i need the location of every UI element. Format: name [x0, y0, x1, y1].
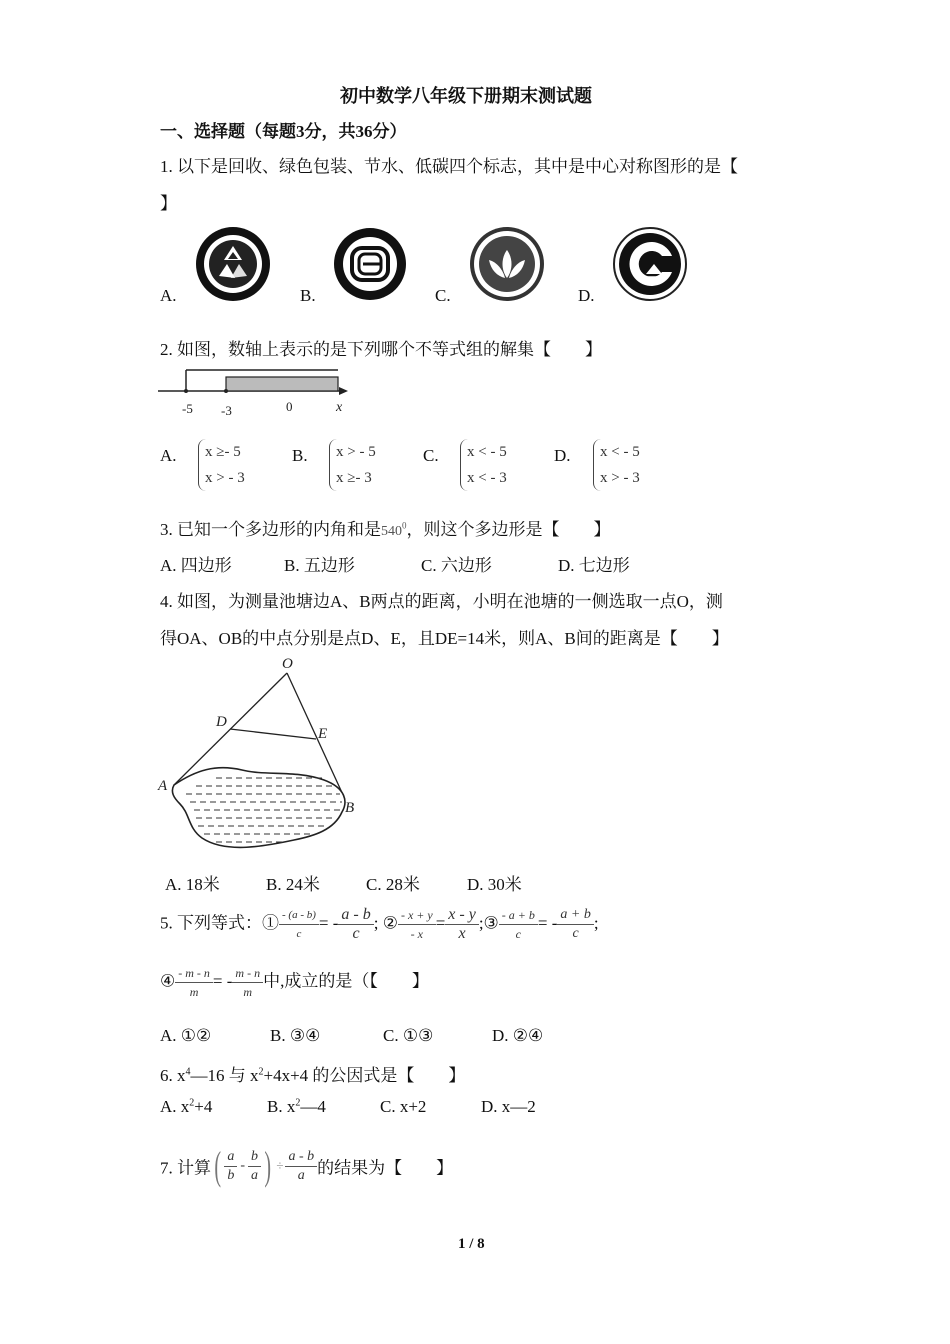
q5-line2	[160, 964, 429, 1001]
q6-t1: 6. x	[160, 1066, 186, 1085]
q7-fraction-b-over-a	[248, 1148, 261, 1185]
q2-c-line1: x < - 5	[467, 444, 507, 460]
q1-option-d[interactable]: D.	[578, 286, 595, 305]
q2-c-line2: x < - 3	[467, 470, 507, 486]
point-o-label: O	[282, 656, 293, 672]
q3-option-d[interactable]: D. 七边形	[558, 556, 630, 575]
q5-end: ;	[593, 913, 599, 933]
q2-option-c-label[interactable]: C.	[423, 446, 439, 465]
q6-option-a-sup: 2	[189, 1097, 195, 1109]
q2-d-line1: x < - 5	[600, 444, 640, 460]
q1-text-cont: 】	[160, 194, 177, 213]
page-title: 初中数学八年级下册期末测试题	[340, 86, 592, 106]
q5-prefix: 5. 下列等式：①	[160, 913, 279, 933]
q7-f2n: b	[248, 1148, 261, 1167]
q5-e3-eq: = -	[537, 913, 558, 933]
q5-line2-suffix: 中,成立的是（【 】	[263, 971, 429, 991]
q2-option-a-label[interactable]: A.	[160, 446, 177, 465]
q5-e2-n1: - x + y	[398, 906, 436, 925]
q2-option-c-system[interactable]	[460, 439, 507, 491]
q5-e1-n1: - (a - b)	[279, 906, 319, 925]
q4-option-d[interactable]: D. 30米	[467, 875, 522, 894]
q5-line1	[160, 906, 599, 943]
q1-text: 1. 以下是回收、绿色包装、节水、低碳四个标志，其中是中心对称图形的是【	[160, 157, 738, 176]
point-d-label: D	[216, 714, 227, 730]
q4-text: 4. 如图，为测量池塘边A、B两点的距离，小明在池塘的一侧选取一点O，测	[160, 592, 723, 611]
q1-option-c[interactable]: C.	[435, 286, 451, 305]
q2-a-line1: x ≥- 5	[205, 444, 241, 460]
q1-option-a[interactable]: A.	[160, 286, 177, 305]
section-heading: 一、选择题（每题3分，共36分）	[160, 122, 407, 141]
q5-e4-eq: = -	[212, 971, 233, 991]
q5-e2-d2: x	[458, 925, 466, 942]
q5-line2-prefix: ④	[160, 971, 176, 991]
q6-option-a[interactable]	[160, 1097, 212, 1117]
q5-e1-n2: a - b	[338, 906, 373, 925]
low-carbon-logo-icon	[612, 226, 688, 302]
axis-label-x: x	[336, 400, 343, 415]
q5-e2-n2: x - y	[445, 906, 479, 925]
recycle-logo-icon	[195, 226, 271, 302]
q7-text	[160, 1143, 454, 1188]
point-a-label: A	[158, 778, 168, 794]
q7-f3n: a - b	[285, 1148, 317, 1167]
q6-option-a-rest: +4	[194, 1097, 213, 1116]
q5-e3-d2: c	[572, 926, 579, 941]
q4-option-c[interactable]: C. 28米	[366, 875, 420, 894]
q1-option-b[interactable]: B.	[300, 286, 316, 305]
q5-e2-d1: - x	[410, 927, 423, 941]
number-line-figure	[158, 366, 350, 418]
page-number: 1 / 8	[458, 1236, 485, 1252]
q5-e3-n2: a + b	[557, 906, 593, 925]
tick-label-zero: 0	[286, 399, 293, 414]
q5-e1-d1: c	[296, 928, 302, 940]
q5-e4-right-fraction	[232, 964, 263, 1001]
q4-option-b[interactable]: B. 24米	[266, 875, 320, 894]
q4-text-cont: 得OA、OB的中点分别是点D、E，且DE=14米，则A、B间的距离是【 】	[160, 629, 729, 648]
point-e-label: E	[318, 726, 328, 742]
q6-option-b-sup: 2	[295, 1097, 301, 1109]
q6-option-b-rest: —4	[300, 1097, 326, 1116]
q2-d-line2: x > - 3	[600, 470, 640, 486]
q7-f1d: b	[227, 1167, 235, 1183]
q6-t3: +4x+4 的公因式是【 】	[263, 1066, 466, 1085]
tick-label-minus5: -5	[182, 401, 193, 416]
pond-triangle-figure	[156, 652, 366, 858]
q3-text	[160, 515, 611, 540]
q2-b-line2: x ≥- 3	[336, 470, 372, 486]
q5-e4-n2: m - n	[232, 964, 263, 983]
q6-t2: —16 与 x	[190, 1066, 259, 1085]
green-package-logo-icon	[333, 226, 407, 302]
q3-option-a[interactable]: A. 四边形	[160, 556, 232, 575]
q3-angle: 540	[381, 524, 402, 539]
q3-degree: 0	[402, 520, 407, 531]
q2-text: 2. 如图，数轴上表示的是下列哪个不等式组的解集【 】	[160, 340, 602, 359]
q7-suffix: 的结果为【 】	[317, 1158, 454, 1178]
q5-e2-right-fraction	[445, 906, 479, 943]
right-paren-icon: )	[264, 1143, 271, 1188]
q5-e4-n1: - m - n	[175, 964, 213, 983]
q3-text-b: ，则这个多边形是【 】	[406, 520, 611, 539]
divide-icon: ÷	[276, 1158, 284, 1173]
q4-option-a[interactable]: A. 18米	[165, 875, 220, 894]
q5-e1-eq: = -	[318, 913, 339, 933]
q6-option-a-text: A. x	[160, 1097, 190, 1116]
q5-e4-d1: m	[189, 985, 199, 999]
q7-minus: -	[240, 1158, 245, 1173]
tick-label-minus3: -3	[221, 403, 232, 418]
q6-option-b-text: B. x	[267, 1097, 296, 1116]
q6-sup1: 4	[185, 1066, 191, 1078]
water-saving-logo-icon	[469, 226, 545, 302]
q5-e1-left-fraction	[279, 906, 319, 943]
q5-e4-left-fraction	[175, 964, 213, 1001]
q5-e3-right-fraction	[557, 906, 593, 943]
q5-option-b[interactable]: B. ③④	[270, 1026, 321, 1045]
q2-option-b-label[interactable]: B.	[292, 446, 308, 465]
q5-e2-left-fraction	[398, 906, 436, 943]
q5-option-d[interactable]: D. ②④	[492, 1026, 544, 1045]
q6-option-b[interactable]	[267, 1097, 326, 1117]
q6-sup2: 2	[258, 1066, 264, 1078]
q5-sep2: ; ②	[373, 913, 398, 933]
q5-e1-d2: c	[352, 925, 360, 942]
q2-option-a-system[interactable]	[198, 439, 245, 491]
q7-f1n: a	[224, 1148, 237, 1167]
q5-e4-d2: m	[243, 985, 253, 999]
q7-fraction-amb-over-a	[285, 1148, 317, 1185]
q3-option-b[interactable]: B. 五边形	[284, 556, 355, 575]
q5-option-c[interactable]: C. ①③	[383, 1026, 434, 1045]
q7-prefix: 7. 计算	[160, 1158, 211, 1178]
q2-a-line2: x > - 3	[205, 470, 245, 486]
q7-f3d: a	[297, 1167, 305, 1183]
q5-sep3: ;③	[478, 913, 499, 933]
q5-option-a[interactable]: A. ①②	[160, 1026, 212, 1045]
q6-text	[160, 1061, 465, 1086]
q5-e3-n1: - a + b	[499, 906, 538, 925]
q2-option-b-system[interactable]	[329, 439, 376, 491]
q7-f2d: a	[251, 1167, 258, 1183]
point-b-label: B	[345, 800, 355, 816]
q2-b-line1: x > - 5	[336, 444, 376, 460]
q5-e2-eq: =	[435, 913, 446, 933]
left-paren-icon: (	[214, 1143, 221, 1188]
q5-e3-left-fraction	[499, 906, 538, 943]
q3-text-a: 3. 已知一个多边形的内角和是	[160, 520, 381, 539]
q6-option-c[interactable]: C. x+2	[380, 1097, 427, 1116]
q7-fraction-a-over-b	[224, 1148, 237, 1185]
q2-option-d-label[interactable]: D.	[554, 446, 571, 465]
q5-e3-d1: c	[515, 927, 521, 941]
q6-option-d[interactable]: D. x—2	[481, 1097, 536, 1116]
q3-option-c[interactable]: C. 六边形	[421, 556, 492, 575]
q2-option-d-system[interactable]	[593, 439, 640, 491]
q5-e1-right-fraction	[338, 906, 373, 943]
